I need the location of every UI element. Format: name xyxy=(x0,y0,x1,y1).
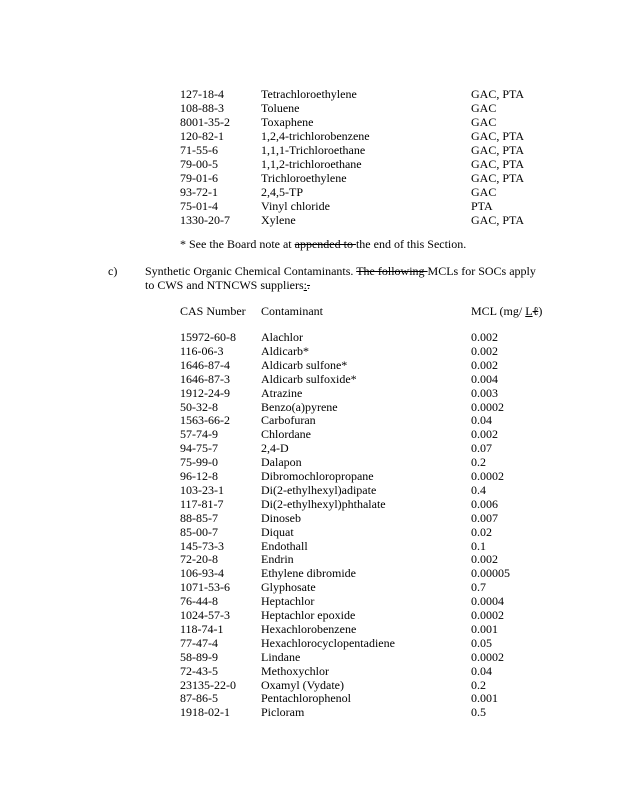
cell-mcl: 0.2 xyxy=(471,677,486,692)
cell-name: Vinyl chloride xyxy=(261,199,330,213)
cell-mcl: 0.7 xyxy=(471,580,486,595)
section-heading-line1 xyxy=(145,264,536,278)
section-heading-line2 xyxy=(145,278,310,292)
board-note xyxy=(180,237,466,251)
table-row xyxy=(0,497,618,511)
cell-name: Benzo(a)pyrene xyxy=(261,399,338,414)
cell-cas: 75-99-0 xyxy=(180,455,218,470)
cell-treatment: GAC xyxy=(471,101,497,115)
cell-name: Methoxychlor xyxy=(261,663,329,678)
table-row xyxy=(0,344,618,358)
table-row xyxy=(0,185,618,199)
cell-mcl: 0.0002 xyxy=(471,649,504,664)
soc-table-header xyxy=(0,304,618,318)
cell-name: Di(2-ethylhexyl)adipate xyxy=(261,482,377,497)
cell-name: Glyphosate xyxy=(261,580,316,595)
table-row xyxy=(0,566,618,580)
cell-cas: 79-00-5 xyxy=(180,157,218,171)
board-note-text-end: the end of this Section. xyxy=(355,237,467,251)
table-row xyxy=(0,580,618,594)
cell-name: Lindane xyxy=(261,649,301,664)
cell-cas: 23135-22-0 xyxy=(180,677,236,692)
table-row xyxy=(0,427,618,441)
cell-mcl: 0.0002 xyxy=(471,469,504,483)
table-row xyxy=(0,455,618,469)
cell-cas: 58-89-9 xyxy=(180,649,218,664)
cell-name: Xylene xyxy=(261,213,296,227)
header-mcl-suffix: ) xyxy=(538,304,543,318)
cell-name: Dalapon xyxy=(261,455,302,470)
section-heading-deleted-period: . xyxy=(307,278,311,292)
cell-treatment: GAC xyxy=(471,115,497,129)
cell-name: Aldicarb sulfone* xyxy=(261,357,348,372)
cell-name: Picloram xyxy=(261,705,305,720)
cell-cas: 1563-66-2 xyxy=(180,413,230,428)
cell-name: Carbofuran xyxy=(261,413,316,428)
cell-name: Diquat xyxy=(261,524,294,539)
table-row xyxy=(0,358,618,372)
cell-mcl: 0.006 xyxy=(471,496,498,511)
section-heading-text-line2: to CWS and NTNCWS suppliers xyxy=(145,278,304,292)
cell-name: Heptachlor epoxide xyxy=(261,608,356,622)
cell-mcl: 0.02 xyxy=(471,524,492,539)
cell-mcl: 0.04 xyxy=(471,413,492,428)
cell-mcl: 0.001 xyxy=(471,691,498,706)
board-note-text: * See the Board note at xyxy=(180,237,295,251)
table-row xyxy=(0,525,618,539)
cell-name: Ethylene dibromide xyxy=(261,566,356,581)
table-row xyxy=(0,691,618,705)
cell-mcl: 0.007 xyxy=(471,510,498,525)
cell-mcl: 0.00005 xyxy=(471,566,510,581)
table-row xyxy=(0,511,618,525)
cell-cas: 127-18-4 xyxy=(180,87,224,101)
cell-cas: 8001-35-2 xyxy=(180,115,230,129)
cell-cas: 75-01-4 xyxy=(180,199,218,213)
cell-cas: 93-72-1 xyxy=(180,185,218,199)
cell-cas: 103-23-1 xyxy=(180,482,224,497)
section-heading-text-cont: MCLs for SOCs apply xyxy=(427,264,536,278)
cell-cas: 145-73-3 xyxy=(180,538,224,553)
cell-mcl: 0.07 xyxy=(471,441,492,456)
cell-treatment: GAC, PTA xyxy=(471,129,525,143)
cell-cas: 1646-87-4 xyxy=(180,357,230,372)
table-row xyxy=(0,87,618,101)
header-mcl xyxy=(471,304,542,318)
table-row xyxy=(0,129,618,143)
cell-cas: 79-01-6 xyxy=(180,171,218,185)
cell-cas: 76-44-8 xyxy=(180,594,218,609)
header-cas-number: CAS Number xyxy=(180,304,246,318)
table-row xyxy=(0,552,618,566)
cell-name: Di(2-ethylhexyl)phthalate xyxy=(261,496,386,511)
table-row xyxy=(0,650,618,664)
table-row xyxy=(0,594,618,608)
cell-cas: 71-55-6 xyxy=(180,143,218,157)
cell-mcl: 0.0002 xyxy=(471,608,504,622)
table-row xyxy=(0,413,618,427)
cell-name: Dibromochloropropane xyxy=(261,469,374,483)
cell-cas: 108-88-3 xyxy=(180,101,224,115)
cell-cas: 1918-02-1 xyxy=(180,705,230,720)
cell-name: Alachlor xyxy=(261,330,303,344)
cell-name: 2,4,5-TP xyxy=(261,185,303,199)
cell-cas: 118-74-1 xyxy=(180,621,224,636)
cell-name: Heptachlor xyxy=(261,594,315,609)
table-row xyxy=(0,143,618,157)
cell-mcl: 0.002 xyxy=(471,330,498,344)
cell-cas: 77-47-4 xyxy=(180,635,218,650)
section-heading-text: Synthetic Organic Chemical Contaminants. xyxy=(145,264,357,278)
cell-mcl: 0.001 xyxy=(471,621,498,636)
cell-cas: 96-12-8 xyxy=(180,469,218,483)
table-row xyxy=(0,330,618,344)
cell-name: Trichloroethylene xyxy=(261,171,347,185)
cell-cas: 1646-87-3 xyxy=(180,371,230,386)
table-row xyxy=(0,213,618,227)
table-row xyxy=(0,441,618,455)
cell-cas: 1071-53-6 xyxy=(180,580,230,595)
cell-cas: 85-00-7 xyxy=(180,524,218,539)
table-row xyxy=(0,171,618,185)
cell-name: Chlordane xyxy=(261,427,311,442)
table-row xyxy=(0,622,618,636)
cell-cas: 117-81-7 xyxy=(180,496,224,511)
cell-name: Tetrachloroethylene xyxy=(261,87,357,101)
table-row xyxy=(0,115,618,129)
cell-name: 1,1,2-trichloroethane xyxy=(261,157,362,171)
section-marker: c) xyxy=(108,264,118,278)
table-row xyxy=(0,157,618,171)
cell-cas: 72-20-8 xyxy=(180,552,218,567)
cell-cas: 116-06-3 xyxy=(180,343,224,358)
cell-cas: 1912-24-9 xyxy=(180,385,230,400)
cell-cas: 94-75-7 xyxy=(180,441,218,456)
cell-mcl: 0.002 xyxy=(471,357,498,372)
cell-name: Oxamyl (Vydate) xyxy=(261,677,344,692)
cell-mcl: 0.5 xyxy=(471,705,486,720)
cell-mcl: 0.002 xyxy=(471,343,498,358)
cell-cas: 50-32-8 xyxy=(180,399,218,414)
cell-name: Hexachlorocyclopentadiene xyxy=(261,635,395,650)
table-row xyxy=(0,705,618,719)
cell-name: Endothall xyxy=(261,538,308,553)
cell-cas: 87-86-5 xyxy=(180,691,218,706)
cell-name: Pentachlorophenol xyxy=(261,691,351,706)
cell-treatment: PTA xyxy=(471,199,493,213)
cell-treatment: GAC, PTA xyxy=(471,87,525,101)
table-row xyxy=(0,372,618,386)
cell-cas: 88-85-7 xyxy=(180,510,218,525)
cell-treatment: GAC xyxy=(471,185,497,199)
table-row xyxy=(0,199,618,213)
cell-cas: 1330-20-7 xyxy=(180,213,230,227)
table-row xyxy=(0,664,618,678)
cell-mcl: 0.0002 xyxy=(471,399,504,414)
cell-name: Atrazine xyxy=(261,385,303,400)
cell-cas: 1024-57-3 xyxy=(180,608,230,622)
cell-mcl: 0.04 xyxy=(471,663,492,678)
cell-name: Dinoseb xyxy=(261,510,301,525)
cell-mcl: 0.0004 xyxy=(471,594,504,609)
cell-name: Toxaphene xyxy=(261,115,314,129)
cell-name: Hexachlorobenzene xyxy=(261,621,357,636)
table-row xyxy=(0,386,618,400)
header-mcl-deleted-unit: ℓ xyxy=(532,304,539,318)
cell-mcl: 0.4 xyxy=(471,482,486,497)
table-row xyxy=(0,678,618,692)
board-note-deleted-text: appended to xyxy=(294,237,356,251)
header-mcl-inserted-unit: L xyxy=(525,304,533,318)
cell-cas: 57-74-9 xyxy=(180,427,218,442)
table-row xyxy=(0,400,618,414)
cell-name: 2,4-D xyxy=(261,441,289,456)
cell-mcl: 0.002 xyxy=(471,552,498,567)
header-mcl-prefix: MCL (mg/ xyxy=(471,304,526,318)
cell-treatment: GAC, PTA xyxy=(471,157,525,171)
table-row xyxy=(0,539,618,553)
section-heading-deleted-text: The following xyxy=(356,264,428,278)
section-heading-inserted-text: : xyxy=(303,278,308,292)
cell-name: 1,2,4-trichlorobenzene xyxy=(261,129,370,143)
cell-mcl: 0.002 xyxy=(471,427,498,442)
cell-mcl: 0.05 xyxy=(471,635,492,650)
header-contaminant: Contaminant xyxy=(261,304,323,318)
cell-cas: 15972-60-8 xyxy=(180,330,236,344)
cell-mcl: 0.003 xyxy=(471,385,498,400)
cell-mcl: 0.1 xyxy=(471,538,486,553)
table-row xyxy=(0,101,618,115)
table-row xyxy=(0,469,618,483)
cell-treatment: GAC, PTA xyxy=(471,213,525,227)
cell-mcl: 0.004 xyxy=(471,371,498,386)
cell-cas: 72-43-5 xyxy=(180,663,218,678)
cell-treatment: GAC, PTA xyxy=(471,171,525,185)
cell-mcl: 0.2 xyxy=(471,455,486,470)
table-row xyxy=(0,608,618,622)
cell-name: Endrin xyxy=(261,552,294,567)
table-row xyxy=(0,483,618,497)
cell-name: 1,1,1-Trichloroethane xyxy=(261,143,366,157)
cell-treatment: GAC, PTA xyxy=(471,143,525,157)
table-row xyxy=(0,636,618,650)
cell-name: Aldicarb* xyxy=(261,343,309,358)
cell-name: Toluene xyxy=(261,101,300,115)
cell-cas: 106-93-4 xyxy=(180,566,224,581)
cell-cas: 120-82-1 xyxy=(180,129,224,143)
cell-name: Aldicarb sulfoxide* xyxy=(261,371,357,386)
